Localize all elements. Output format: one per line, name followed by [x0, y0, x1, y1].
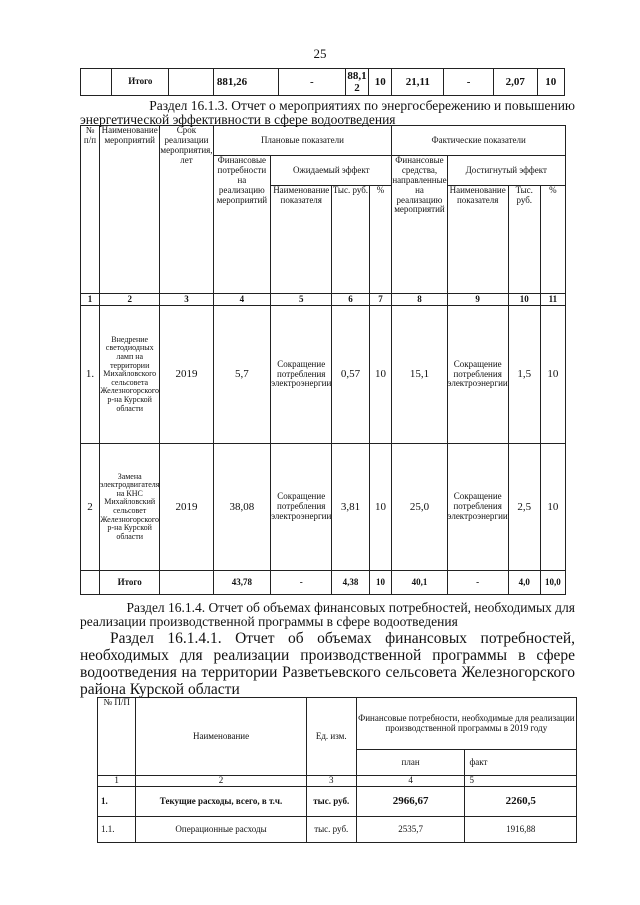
table-row [81, 306, 566, 444]
section-heading-line: энергетической эффективности в сфере водоотведения [80, 112, 396, 127]
row-fin-fact: 15,1 [392, 306, 447, 444]
row-rub-fact: 2,5 [508, 444, 540, 571]
row-name: Замена электродвигателя на КНС Михайловский сельсовет Железногорского р-на Курской области [99, 444, 159, 571]
header-fin: Финансовые потребности, необходимые для реализации производственной программы в 2019 году [356, 698, 576, 750]
row-fact: 2260,5 [465, 787, 577, 817]
row-indicator: Сокращение потребления электроэнергии [271, 306, 332, 444]
total-indicator-fact: - [447, 571, 508, 595]
total-value: 10 [537, 69, 564, 96]
row-name: Текущие расходы, всего, в т.ч. [136, 787, 306, 817]
energy-saving-table [80, 125, 566, 595]
column-number: 4 [356, 776, 465, 787]
section-heading-line: Раздел 16.1.3. Отчет о мероприятиях по энергосбережению и повышению [149, 98, 575, 113]
column-number: 9 [447, 294, 508, 306]
header-achieved: Достигнутый эффект [447, 156, 565, 186]
row-unit: тыс. руб. [306, 817, 356, 843]
header-rub: Тыс. руб. [508, 186, 540, 294]
column-number: 7 [369, 294, 392, 306]
section-heading-line: реализации производственной программы в сфере водоотведения [80, 614, 458, 629]
table-row [98, 787, 577, 817]
row-indicator: Сокращение потребления электроэнергии [271, 444, 332, 571]
section-heading-line: Раздел 16.1.4.1. Отчет об объемах финансовых потребностей, [110, 630, 575, 647]
total-value-part: 2 [354, 82, 360, 94]
header-fact: Фактические показатели [392, 126, 566, 156]
row-rub: 0,57 [332, 306, 369, 444]
total-pct: 10 [369, 571, 392, 595]
row-indicator-fact: Сокращение потребления электроэнергии [447, 306, 508, 444]
cell-empty [81, 571, 100, 595]
row-fin-fact: 25,0 [392, 444, 447, 571]
cell-empty [160, 571, 213, 595]
header-plan: план [356, 750, 465, 776]
row-plan: 2535,7 [356, 817, 465, 843]
row-pct: 10 [369, 306, 392, 444]
column-number: 11 [540, 294, 565, 306]
row-fact: 1916,88 [465, 817, 577, 843]
header-fact: факт [465, 750, 577, 776]
column-number: 5 [271, 294, 332, 306]
row-name: Внедрение светодиодных ламп на территории Михайловского сельсовета Железногорского р-на Курской области [99, 306, 159, 444]
page-number: 25 [313, 46, 327, 61]
column-number: 4 [213, 294, 271, 306]
total-value-part: 88,1 [347, 70, 367, 82]
column-number: 1 [81, 294, 100, 306]
column-number: 6 [332, 294, 369, 306]
row-plan: 2966,67 [356, 787, 465, 817]
header-pct: % [369, 186, 392, 294]
total-value: 21,11 [392, 69, 444, 96]
table-total-row [81, 571, 566, 595]
total-rub-fact: 4,0 [508, 571, 540, 595]
column-number: 2 [99, 294, 159, 306]
header-expected: Ожидаемый эффект [271, 156, 392, 186]
header-pct: % [540, 186, 565, 294]
row-unit: тыс. руб. [306, 787, 356, 817]
total-value: 10 [369, 69, 392, 96]
column-number: 5 [465, 776, 577, 787]
header-rub: Тыс. руб. [332, 186, 369, 294]
row-indicator-fact: Сокращение потребления электроэнергии [447, 444, 508, 571]
total-rub: 4,38 [332, 571, 369, 595]
column-number: 1 [98, 776, 136, 787]
row-num: 1. [98, 787, 136, 817]
row-rub: 3,81 [332, 444, 369, 571]
total-value: 881,26 [213, 69, 278, 96]
table-row [81, 444, 566, 571]
column-number: 8 [392, 294, 447, 306]
header-num: № П/П [98, 698, 136, 776]
total-indicator: - [271, 571, 332, 595]
total-value: - [444, 69, 494, 96]
section-heading-line: водоотведения на территории Разветьевского сельсовета Железногорского [80, 664, 575, 681]
total-value [345, 69, 368, 96]
header-fin-plan: Финансовые потребности на реализацию мероприятий [213, 156, 271, 294]
financial-needs-table [97, 697, 577, 843]
row-year: 2019 [160, 306, 213, 444]
column-number: 2 [136, 776, 306, 787]
previous-table-total [80, 68, 565, 96]
header-fin-fact: Финансовые средства, направленные на реализацию мероприятий [392, 156, 447, 294]
row-fin-plan: 5,7 [213, 306, 271, 444]
section-heading-line: необходимых для реализации производственной программы в сфере [80, 647, 575, 664]
column-number: 3 [160, 294, 213, 306]
row-fin-plan: 38,08 [213, 444, 271, 571]
total-label: Итого [112, 69, 169, 96]
total-value: 2,07 [493, 69, 537, 96]
row-num: 1.1. [98, 817, 136, 843]
total-fin-fact: 40,1 [392, 571, 447, 595]
row-pct: 10 [369, 444, 392, 571]
total-fin-plan: 43,78 [213, 571, 271, 595]
table-row [98, 817, 577, 843]
total-label: Итого [99, 571, 159, 595]
header-name: Наименование [136, 698, 306, 776]
header-unit: Ед. изм. [306, 698, 356, 776]
row-name: Операционные расходы [136, 817, 306, 843]
row-num: 1. [81, 306, 100, 444]
row-year: 2019 [160, 444, 213, 571]
cell-empty [81, 69, 112, 96]
column-number: 3 [306, 776, 356, 787]
column-number: 10 [508, 294, 540, 306]
header-indicator: Наименование показателя [447, 186, 508, 294]
row-pct-fact: 10 [540, 306, 565, 444]
header-term: Срок реализации мероприятия, лет [160, 126, 213, 294]
header-name: Наименование мероприятий [99, 126, 159, 294]
header-plan: Плановые показатели [213, 126, 392, 156]
row-num: 2 [81, 444, 100, 571]
header-num: № п/п [81, 126, 100, 294]
total-value: - [278, 69, 345, 96]
total-pct-fact: 10,0 [540, 571, 565, 595]
row-rub-fact: 1,5 [508, 306, 540, 444]
cell-empty [169, 69, 214, 96]
section-heading-line: Раздел 16.1.4. Отчет об объемах финансовых потребностей, необходимых для [126, 600, 575, 615]
section-heading-line: района Курской области [80, 681, 240, 698]
header-indicator: Наименование показателя [271, 186, 332, 294]
row-pct-fact: 10 [540, 444, 565, 571]
